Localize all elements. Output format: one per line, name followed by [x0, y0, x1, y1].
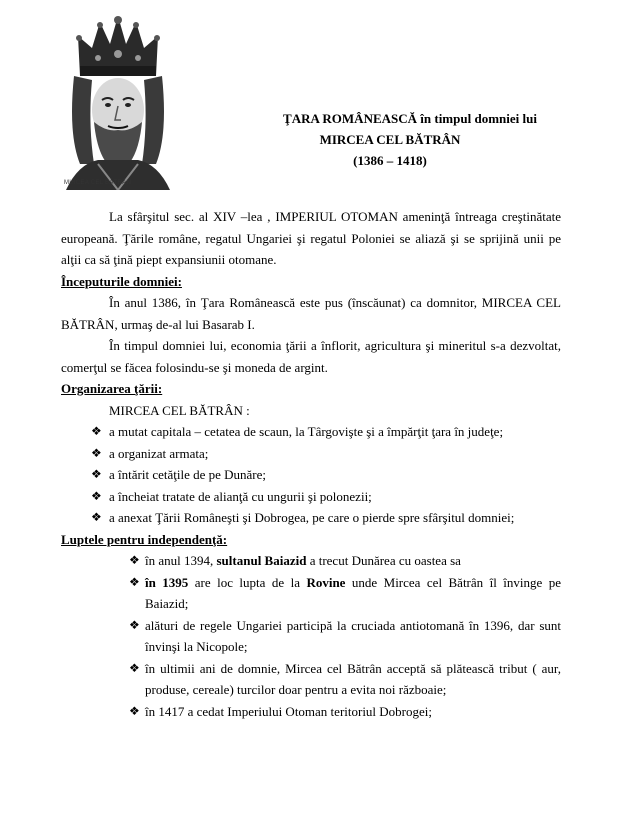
lupte-list — [61, 550, 561, 722]
list-item — [61, 464, 561, 486]
diamond-bullet-icon: ❖ — [91, 445, 102, 460]
diamond-bullet-icon: ❖ — [129, 703, 140, 718]
diamond-bullet-icon: ❖ — [91, 510, 102, 524]
list-item — [61, 701, 561, 723]
diamond-bullet-icon: ❖ — [129, 660, 140, 675]
list-item — [61, 443, 561, 465]
diamond-bullet-icon: ❖ — [129, 574, 140, 589]
list-item-text: alături de regele Ungariei participă la cruciada antiotomană în 1396, dar sunt învinşi la Nicopole; — [145, 617, 561, 654]
inceputuri-paragraph-2: În timpul domniei lui, economia ţării a înflorit, agricultura şi mineritul s-a dezvoltat, comerţul se făcea folosindu-se şi moneda de argint. — [61, 338, 561, 375]
heading-organizare: Organizarea ţării: — [61, 381, 163, 396]
mircea-portrait-image — [58, 14, 178, 190]
list-item-text: a încheiat tratate de alianţă cu ungurii şi polonezii; — [109, 488, 372, 504]
bold-text: în 1395 — [145, 574, 189, 590]
list-item-text: unde Mircea cel Bătrân îl învinge pe Baiazid; — [145, 574, 562, 611]
list-item — [61, 550, 561, 572]
list-item-text: a întărit cetăţile de pe Dunăre; — [109, 467, 267, 482]
organizare-list — [61, 421, 561, 529]
list-item — [61, 615, 561, 658]
list-item-text: în ultimii ani de domnie, Mircea cel Bătrân acceptă să plătească tribut ( aur, produse, cereale) turcilor doar pentru a evita noi războaie; — [145, 660, 561, 697]
diamond-bullet-icon: ❖ — [91, 488, 102, 503]
bold-text: sultanul Baiazid — [216, 553, 307, 568]
portrait-caption: MIRCEA CEL BĂTRÂN — [64, 180, 132, 186]
diamond-bullet-icon: ❖ — [91, 424, 102, 438]
list-item — [61, 486, 561, 508]
list-item-text: a trecut Dunărea cu oastea sa — [306, 553, 461, 568]
heading-inceputuri: Începuturile domniei: — [61, 273, 182, 289]
diamond-bullet-icon: ❖ — [91, 467, 102, 481]
list-item-text: are loc lupta de la — [188, 574, 307, 590]
organizare-subject: MIRCEA CEL BĂTRÂN : — [109, 402, 250, 418]
list-item-text: a mutat capitala – cetatea de scaun, la Târgovişte şi a împărţit ţara în judeţe; — [109, 424, 504, 439]
document-body — [61, 206, 561, 722]
inceputuri-paragraph-1: În anul 1386, în Ţara Românească este pus (înscăunat) ca domnitor, MIRCEA CEL BĂTRÂN, urmaş de-al lui Basarab I. — [61, 295, 561, 332]
bold-text: Rovine — [306, 574, 346, 590]
document-title — [190, 108, 590, 171]
list-item — [61, 658, 561, 701]
diamond-bullet-icon: ❖ — [129, 553, 140, 567]
heading-lupte: Luptele pentru independenţă: — [61, 531, 228, 547]
diamond-bullet-icon: ❖ — [129, 617, 140, 632]
intro-paragraph: La sfârşitul sec. al XIV –lea , IMPERIUL OTOMAN ameninţă întreaga creştinătate europeană. Ţările române, regatul Ungariei şi regatul Poloniei se aliază şi se sprijină unii pe alţii ca să ţină piept expansiunii otomane. — [61, 209, 561, 267]
title-line-2: MIRCEA CEL BĂTRÂN — [319, 132, 461, 147]
list-item — [61, 507, 561, 529]
title-line-3: (1386 – 1418) — [353, 153, 427, 168]
list-item — [61, 421, 561, 443]
list-item — [61, 572, 561, 615]
list-item-text: în anul 1394, — [145, 553, 217, 568]
list-item-text: a organizat armata; — [109, 445, 209, 461]
list-item-text: a anexat Ţării Româneşti şi Dobrogea, pe care o pierde spre sfârşitul domniei; — [109, 510, 515, 525]
title-line-1: ŢARA ROMÂNEASCĂ în timpul domniei lui — [283, 111, 537, 126]
list-item-text: în 1417 a cedat Imperiului Otoman teritoriul Dobrogei; — [145, 703, 433, 719]
